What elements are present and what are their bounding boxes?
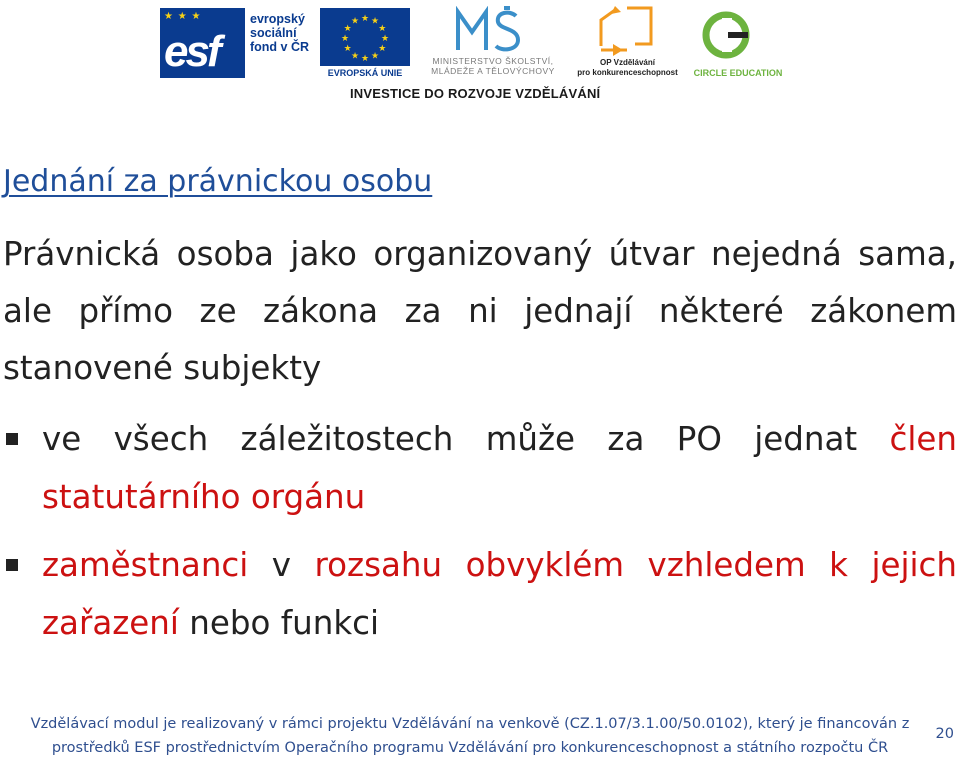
eu-logo-caption: EVROPSKÁ UNIE (327, 68, 403, 78)
bullet-2-text-2: nebo funkci (178, 604, 380, 642)
esf-logo (160, 8, 312, 78)
circle-mark-icon (688, 8, 788, 66)
esf-logo-line-2: sociální (250, 26, 297, 40)
msmt-logo (418, 6, 568, 78)
square-bullet-icon (6, 559, 18, 571)
msmt-mark-icon (454, 6, 534, 54)
msmt-logo-text (418, 56, 568, 76)
bullet-1-highlight: člen statutárního orgánu (42, 420, 957, 516)
svg-text:★: ★ (340, 34, 350, 44)
svg-text:★: ★ (378, 24, 387, 34)
eu-stars-icon (320, 8, 410, 66)
circle-logo-caption: CIRCLE EDUCATION (693, 68, 783, 78)
svg-text:★: ★ (343, 24, 352, 34)
op-logo (575, 6, 680, 78)
intro-paragraph: Právnická osoba jako organizovaný útvar nejedná sama, ale přímo ze zákona za ni jednají některé zákonem stanovené subjekty (3, 235, 957, 387)
slogan: INVESTICE DO ROZVOJE VZDĚLÁVÁNÍ (350, 86, 601, 101)
bullet-2-highlight-2: rozsahu obvyklém vzhledem k jejich zařazení (42, 546, 957, 642)
op-mark-icon (575, 6, 680, 58)
bullet-2-highlight-1: zaměstnanci (42, 546, 249, 584)
square-bullet-icon (6, 433, 18, 445)
bullet-2-text-1: v (248, 546, 315, 584)
svg-text:★: ★ (360, 14, 370, 24)
esf-logo-line-1: evropský (250, 12, 305, 26)
op-logo-line-1: OP Vzdělávání (600, 58, 655, 67)
op-logo-text (575, 58, 680, 78)
msmt-logo-line-2: MLÁDEŽE A TĚLOVÝCHOVY (431, 66, 555, 76)
msmt-logo-line-1: MINISTERSTVO ŠKOLSTVÍ, (432, 56, 554, 66)
logo-strip (0, 0, 960, 110)
svg-text:★: ★ (350, 51, 360, 62)
esf-logo-text (250, 12, 309, 54)
bullet-1-text: ve všech záležitostech může za PO jednat (42, 420, 890, 458)
svg-text:★: ★ (378, 44, 387, 54)
bullet-item-statutory (0, 410, 957, 526)
slide-title: Jednání za právnickou osobu (3, 164, 433, 199)
bullet-list (0, 410, 957, 662)
footer-line-2: prostředků ESF prostřednictvím Operačního programu Vzdělávání pro konkurenceschopnost a státního rozpočtu ČR (51, 740, 889, 756)
esf-logo-letters: esf (164, 27, 219, 76)
svg-text:★: ★ (380, 34, 390, 44)
footer-line-1: Vzdělávací modul je realizovaný v rámci projektu Vzdělávání na venkově (CZ.1.07/3.1.00/50.0102), který je financován z (30, 716, 910, 732)
esf-logo-line-3: fond v ČR (250, 40, 310, 54)
page-number: 20 (935, 726, 954, 742)
circle-education-logo (688, 8, 788, 78)
bullet-item-employees (0, 536, 957, 652)
footer-note (30, 712, 910, 760)
svg-text:★: ★ (350, 16, 360, 27)
svg-text:★: ★ (370, 51, 380, 62)
svg-text:★: ★ (343, 44, 352, 54)
op-logo-line-2: pro konkurenceschopnost (577, 68, 678, 77)
esf-logo-box (160, 8, 245, 78)
eu-flag-icon (320, 8, 410, 66)
svg-text:★: ★ (360, 54, 370, 64)
eu-logo (320, 8, 410, 78)
esf-stars-icon: ★ ★ ★ (164, 11, 202, 22)
svg-text:★: ★ (370, 16, 380, 27)
